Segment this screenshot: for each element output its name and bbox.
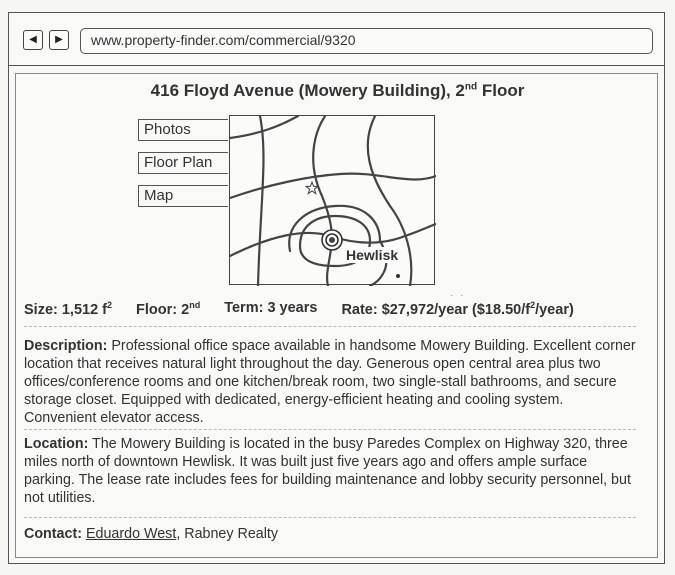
map-view[interactable] — [229, 115, 435, 285]
floor-field — [136, 300, 200, 318]
back-arrow-icon[interactable]: ◀ — [23, 30, 43, 50]
floor-sup: nd — [189, 300, 201, 310]
listing-title-sup: nd — [464, 81, 478, 93]
location-target-icon[interactable] — [320, 228, 344, 252]
map-dot — [396, 274, 400, 278]
size-sup: 2 — [107, 300, 113, 310]
rate-label-a: Rate: $27,972/year ($18.50/f — [341, 301, 531, 318]
location-section — [24, 435, 639, 507]
description-label: Description: — [24, 338, 108, 354]
contact-label: Contact: — [24, 526, 82, 542]
size-field — [24, 300, 112, 318]
rate-field — [341, 300, 573, 318]
section-divider — [24, 326, 636, 327]
forward-arrow-icon[interactable]: ▶ — [49, 30, 69, 50]
tab-map[interactable]: Map — [138, 185, 228, 207]
listing-title-main: 416 Floyd Avenue (Mowery Building), 2 — [150, 81, 465, 100]
star-icon — [305, 181, 319, 195]
location-label: Location: — [24, 436, 89, 452]
description-section — [24, 337, 639, 427]
tab-photos[interactable]: Photos — [138, 119, 228, 141]
map-roads — [230, 116, 436, 286]
divider-dots: · · — [450, 290, 466, 301]
rate-sup: 2 — [530, 300, 536, 310]
listing-title-end: Floor — [477, 81, 525, 100]
tab-floor-plan[interactable]: Floor Plan — [138, 152, 228, 174]
section-divider — [24, 517, 636, 518]
listing-details — [24, 300, 598, 318]
size-label: Size: 1,512 f — [24, 301, 108, 318]
location-text: The Mowery Building is located in the busy Paredes Complex on Highway 320, three miles north of downtown Hewlisk. It was built just five years ago and offers ample surface parking. The lease rate includes fees for building maintenance and lobby security personnel, but not utilities. — [24, 436, 631, 506]
browser-toolbar — [9, 13, 664, 66]
description-text: Professional office space available in handsome Mowery Building. Excellent corner location that receives natural light throughout the day. Generous open central area plus two offices/conference rooms and one kitchen/break room, two single-stall bathrooms, and secure storage closet. Equipped with dedicated, energy-efficient heating and cooling system. Convenient elevator access. — [24, 338, 636, 426]
term-field: Term: 3 years — [224, 300, 318, 316]
map-city-label: Hewlisk — [346, 247, 399, 263]
listing-title — [0, 81, 675, 101]
address-bar[interactable]: www.property-finder.com/commercial/9320 — [80, 28, 653, 54]
section-divider — [24, 429, 636, 430]
floor-label: Floor: 2 — [136, 301, 190, 318]
rate-label-b: /year) — [535, 301, 574, 318]
contact-section — [24, 525, 639, 543]
contact-company: , Rabney Realty — [176, 526, 279, 542]
contact-name-link[interactable]: Eduardo West — [85, 526, 177, 542]
